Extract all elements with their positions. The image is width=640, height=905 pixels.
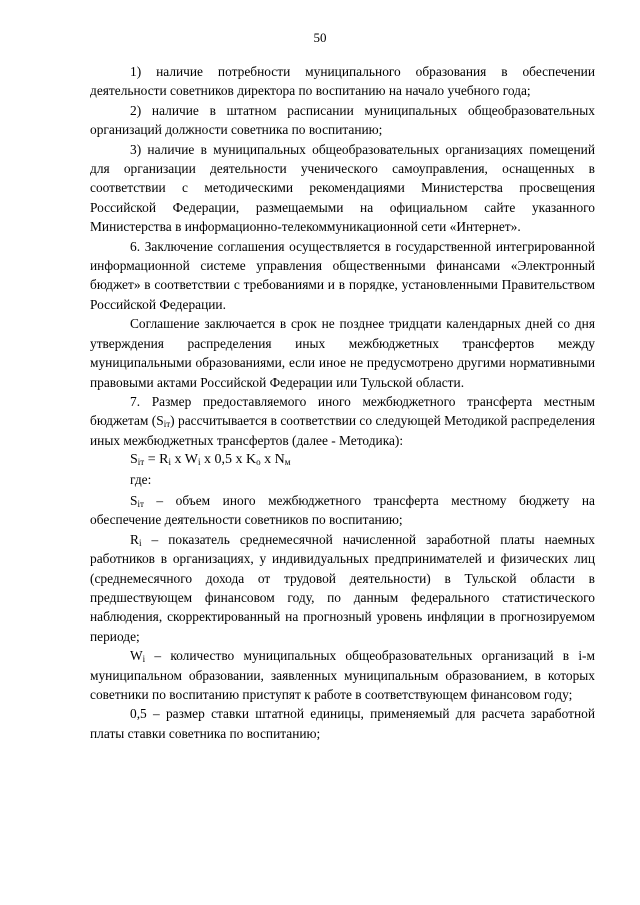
formula-x1: x W (170, 452, 198, 468)
def-r-text: – показатель среднемесячной начисленной заработной платы наемных работников в организациях, у индивидуальных предпринимателей и физических лиц (среднемесячного дохода от трудовой деятельности) в Тульской области в предшествующем финансовом году, по данным федерального статистического наблюдения, скорректированный на прогнозный уровень инфляции в прогнозируемом периоде; (90, 531, 595, 644)
paragraph-condition-3: 3) наличие в муниципальных общеобразовательных организациях помещений для организации деятельности ученического самоуправления, оснащенных в соответствии с методическими рекомендациями Министерства просвещения Российской Федерации, размещаемыми на официальном сайте указанного Министерства в информационно-телекоммуникационной сети «Интернет». (90, 141, 595, 235)
p7-before: 7. Размер предоставляемого иного межбюджетного трансферта местным бюджетам (S (90, 393, 595, 429)
def-rate-text: – размер ставки штатной единицы, применяемый для расчета заработной платы ставки советника по воспитанию; (90, 706, 595, 741)
paragraph-condition-1: 1) наличие потребности муниципального образования в обеспечении деятельности советников директора по воспитанию на начало учебного года; (90, 64, 595, 99)
formula-s-sub: iт (137, 457, 145, 468)
formula-x3: x N (260, 452, 285, 468)
definition-r (90, 530, 595, 646)
formula-s: S (130, 452, 138, 468)
formula-x2: x 0,5 x K (200, 452, 257, 468)
def-w-text: – количество муниципальных общеобразовательных организаций в i-м муниципальном образовании, заявленных муниципальным образованием, в которых советники по воспитанию приступят к работе в соответствующем финансовом году; (90, 648, 595, 702)
def-s-sub: iт (137, 498, 144, 509)
formula (90, 450, 595, 469)
paragraph-agreement-deadline: Соглашение заключается в срок не позднее тридцати календарных дней со дня утверждения распределения иных межбюджетных трансфертов между муниципальными образованиями, если иное не предусмотрено другими нормативными правовыми актами Российской Федерации или Тульской области. (90, 316, 595, 390)
paragraph-item-6: 6. Заключение соглашения осуществляется в государственной интегрированной информационной системе управления общественными финансами «Электронный бюджет» в соответствии с требованиями и в порядке, установленными Правительством Российской Федерации. (90, 238, 595, 312)
formula-w-sub: i (197, 457, 201, 468)
def-w-sub: i (142, 654, 146, 665)
definition-rate (90, 704, 595, 743)
document-body (90, 62, 595, 743)
formula-k-sub: o (256, 457, 261, 468)
p7-subscript: iт (163, 419, 171, 430)
definition-s (90, 491, 595, 530)
paragraph-condition-2: 2) наличие в штатном расписании муниципальных общеобразовательных организаций должности советника по воспитанию; (90, 102, 595, 138)
where-label: где: (130, 471, 152, 487)
definition-w (90, 646, 595, 704)
paragraph-item-7 (90, 392, 595, 450)
formula-eq: = R (144, 452, 169, 468)
page-number: 50 (313, 30, 327, 45)
def-s-text: – объем иного межбюджетного трансферта местному бюджету на обеспечение деятельности советников по воспитанию; (90, 492, 595, 528)
def-rate-symbol: 0,5 (130, 706, 147, 722)
p7-after: ) рассчитывается в соответствии со следующей Методикой распределения иных межбюджетных трансфертов (далее - Методика): (90, 413, 595, 448)
def-r-sub: i (138, 537, 142, 548)
def-r-symbol: R (130, 531, 139, 547)
formula-r-sub: i (168, 457, 171, 468)
def-s-symbol: S (130, 492, 138, 508)
formula-n-sub: м (284, 457, 291, 468)
def-w-symbol: W (130, 648, 143, 664)
